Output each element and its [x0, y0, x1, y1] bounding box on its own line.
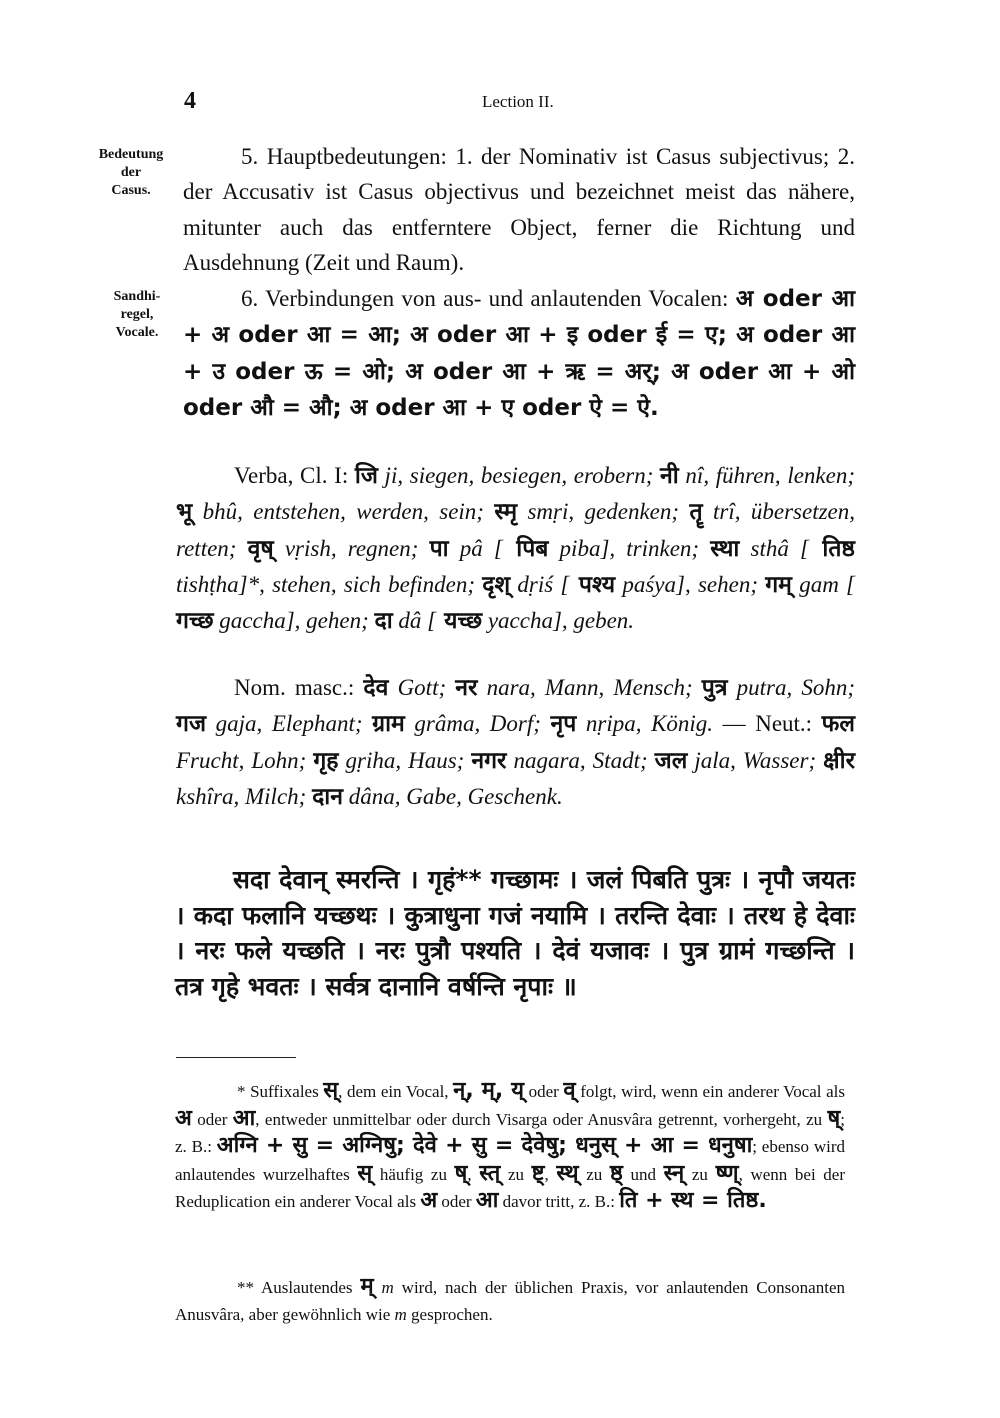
devanagari-term: आ	[232, 1105, 256, 1131]
transliteration-gloss: nara, Mann, Mensch;	[477, 675, 702, 700]
devanagari-term: स्था	[710, 535, 740, 562]
footnote-fragment: folgt, wird, wenn ein anderer Vocal als	[575, 1082, 845, 1101]
footnote-fragment: zu	[684, 1164, 716, 1184]
nomina-text	[176, 670, 855, 815]
devanagari-term: अग्नि + सु = अग्निषु; देवे + सु = देवेषु; धनुस् + आ = धनुषा	[216, 1133, 753, 1158]
devanagari-term: नर	[455, 675, 478, 701]
transliteration-gloss: dâna, Gabe, Geschenk.	[343, 783, 563, 809]
devanagari-term: दा	[374, 608, 393, 635]
neut-label: — Neut.:	[722, 711, 813, 737]
footnote-fragment: oder	[437, 1192, 476, 1211]
footnote-fragment: , wenn bei der Reduplication ein anderer Vocal als	[175, 1164, 846, 1211]
devanagari-term: जल	[654, 747, 688, 774]
footnote-fragment: ** Auslautendes	[237, 1278, 361, 1297]
transliteration-gloss: nî, führen, lenken;	[678, 463, 855, 488]
transliteration-gloss: gṛiha, Haus;	[338, 747, 472, 773]
transliteration-gloss: gaccha], gehen;	[213, 608, 375, 634]
sidenote-line: Casus.	[111, 183, 151, 198]
devanagari-term: नी	[660, 463, 679, 489]
devanagari-term: अ	[175, 1105, 192, 1131]
transliteration-gloss: yaccha], geben.	[482, 608, 635, 634]
section-5	[183, 139, 855, 280]
footnote-1	[175, 1078, 845, 1216]
verba-entries	[176, 463, 855, 633]
devanagari-term: ष्ट्	[531, 1160, 545, 1186]
footnote-1-text	[175, 1078, 845, 1216]
devanagari-term: स्त्	[479, 1160, 501, 1186]
footnote-fragment: wird, nach der üblichen Praxis, vor anlautenden Consonanten Anusvâra, aber gewöhnlich wie	[175, 1278, 845, 1324]
transliteration-gloss: tishṭha]*, stehen, sich befinden;	[176, 571, 483, 597]
transliteration-gloss: dṛiś [	[510, 571, 570, 597]
devanagari-term: न्, म्, य्	[453, 1078, 524, 1103]
footnote-2	[175, 1274, 845, 1328]
transliteration-gloss: pâ [	[448, 535, 503, 561]
section-6	[183, 281, 855, 426]
devanagari-term: गृह	[313, 747, 339, 774]
devanagari-term: देव	[363, 675, 389, 701]
transliteration-gloss: gaja, Elephant;	[206, 711, 373, 737]
footnote-fragment: davor tritt, z. B.:	[498, 1192, 620, 1211]
sidenote-sandhi	[92, 288, 182, 342]
devanagari-term: गम्	[765, 571, 792, 598]
transliteration-gloss: smṛi, gedenken;	[517, 499, 690, 525]
devanagari-term: म्	[360, 1274, 374, 1299]
devanagari-term: स्थ्	[556, 1160, 579, 1186]
sidenote-line: Sandhi-	[113, 289, 161, 304]
devanagari-term: ष्	[827, 1105, 841, 1131]
devanagari-term: व्	[563, 1078, 576, 1103]
devanagari-term: पश्य	[569, 571, 616, 598]
devanagari-term: स्	[323, 1078, 339, 1103]
footnote-fragment: gesprochen.	[406, 1304, 493, 1324]
devanagari-term: दान	[312, 783, 343, 810]
running-head: Lection II.	[482, 92, 554, 111]
footnote-fragment: , entweder unmittelbar oder durch Visarga oder Anusvâra getrennt, vorhergeht, zu	[255, 1109, 828, 1129]
devanagari-term: गच्छ	[176, 608, 214, 635]
devanagari-term: भू	[176, 499, 193, 526]
transliteration-gloss: nṛipa, König.	[576, 711, 723, 737]
devanagari-term: पा	[429, 535, 449, 562]
transliteration-gloss: vṛish, regnen;	[273, 535, 430, 561]
devanagari-term: यच्छ	[436, 608, 483, 635]
verba-text	[176, 458, 855, 639]
devanagari-term: नृप	[550, 711, 577, 738]
footnote-fragment: oder	[191, 1109, 233, 1129]
transliteration-gloss: ji, siegen, besiegen, erobern;	[377, 463, 661, 488]
footnote-fragment: zu	[578, 1164, 610, 1184]
page-number: 4	[184, 88, 196, 114]
devanagari-term: ष्ठ्	[609, 1160, 623, 1186]
transliteration-gloss: Frucht, Lohn;	[176, 747, 314, 773]
devanagari-term: आ	[475, 1188, 499, 1213]
footnote-fragment: ; ebenso wird anlautendes wurzelhaftes	[175, 1137, 846, 1184]
devanagari-term: ति + स्थ = तिष्ठ.	[619, 1188, 767, 1213]
exercise-text: सदा देवान् स्मरन्ति । गृहं** गच्छामः । जलं पिबति पुत्रः । नृपौ जयतः । कदा फलानि यच्छथः । कुत्राधुना गजं नयामि । तरन्ति देवाः । तरथ हे देवाः । नरः फले यच्छति । नरः पुत्रौ पश्यति । देवं यजावः । पुत्र ग्रामं गच्छन्ति । तत्र गृहे भवतः । सर्वत्र दानानि वर्षन्ति नृपाः ॥	[175, 865, 855, 1002]
devanagari-term: वृष्	[247, 535, 274, 562]
nomina-label: Nom. masc.:	[234, 675, 355, 700]
devanagari-term: पिब	[502, 535, 549, 562]
devanagari-term: ग्राम	[372, 711, 405, 738]
footnote-fragment: ,	[544, 1164, 557, 1184]
devanagari-term: नगर	[471, 747, 507, 774]
transliteration-gloss: Gott;	[388, 675, 456, 700]
devanagari-term: अ	[420, 1188, 438, 1213]
verba-label: Verba, Cl. I:	[234, 463, 349, 488]
footnote-fragment: häufig zu	[372, 1164, 455, 1184]
transliteration-gloss: nagara, Stadt;	[506, 747, 655, 773]
section-5-paragraph: 5. Hauptbedeutungen: 1. der Nominativ ist Casus subjectivus; 2. der Accusativ ist Casus objectivus und bezeichnet meist das nähere, mitunter auch das entferntere Object, ferner die Richtung und Ausdehnung (Zeit und Raum).	[183, 144, 855, 275]
sidenote-line: regel,	[120, 307, 154, 322]
footnote-fragment: * Suffixales	[237, 1082, 324, 1101]
verba-paragraph	[176, 458, 855, 639]
transliteration-gloss: paśya], sehen;	[615, 571, 766, 597]
devanagari-term: स्मृ	[494, 499, 518, 526]
transliteration-gloss: trî, übersetzen, retten;	[176, 499, 855, 561]
footnote-fragment: ,	[467, 1164, 480, 1184]
section-6-intro: 6. Verbindungen von aus- und anlautenden Vocalen:	[241, 286, 729, 311]
devanagari-term: दृश्	[482, 571, 511, 598]
footnote-fragment: zu	[500, 1164, 532, 1184]
nomina-paragraph	[176, 670, 855, 815]
sidenote-bedeutung	[86, 146, 176, 200]
devanagari-term: ष्ण्	[715, 1160, 739, 1186]
transliteration-gloss: putra, Sohn;	[727, 675, 856, 700]
sidenote-line: Bedeutung	[98, 147, 164, 162]
devanagari-term: स्	[357, 1160, 373, 1186]
devanagari-term: तिष्ठ	[808, 535, 855, 562]
footnote-fragment: m	[394, 1304, 407, 1324]
footnote-2-text	[175, 1274, 845, 1328]
footnote-fragment: oder	[523, 1082, 564, 1101]
vowel-sandhi-rules: अ oder आ + अ oder आ = आ; अ oder आ + इ oder ई = ए; अ oder आ + उ oder ऊ = ओ; अ oder आ + ऋ = अर्; अ oder आ + ओ oder औ = औ; अ oder आ + ए oder ऐ = ऐ.	[183, 286, 855, 421]
transliteration-gloss: piba], trinken;	[548, 535, 711, 561]
transliteration-gloss: grâma, Dorf;	[404, 711, 551, 737]
sidenote-line: Vocale.	[115, 325, 159, 340]
devanagari-term: फल	[821, 711, 855, 738]
transliteration-gloss: jala, Wasser;	[687, 747, 824, 773]
section-6-paragraph	[183, 281, 855, 426]
devanagari-term: जि	[354, 463, 378, 489]
devanagari-term: ष्	[454, 1160, 468, 1186]
devanagari-term: पुत्र	[701, 675, 728, 701]
footnote-fragment: m	[373, 1278, 394, 1297]
sidenote-line: der	[120, 165, 142, 180]
devanagari-term: स्न्	[663, 1160, 685, 1186]
footnote-rule	[176, 1057, 296, 1058]
footnote-fragment: und	[622, 1164, 664, 1184]
transliteration-gloss: bhû, entstehen, werden, sein;	[192, 499, 495, 525]
devanagari-term: तॄ	[689, 499, 703, 526]
transliteration-gloss: sthâ [	[739, 535, 809, 561]
transliteration-gloss: kshîra, Milch;	[176, 783, 313, 809]
exercise-sentences	[175, 862, 855, 1005]
footnote-fragment: , dem ein Vocal,	[338, 1082, 454, 1101]
devanagari-term: क्षीर	[823, 747, 855, 774]
footnote-fragment: ; z. B.:	[175, 1109, 845, 1156]
transliteration-gloss: dâ [	[392, 608, 437, 634]
devanagari-term: गज	[176, 711, 207, 738]
transliteration-gloss: gam [	[791, 571, 856, 597]
